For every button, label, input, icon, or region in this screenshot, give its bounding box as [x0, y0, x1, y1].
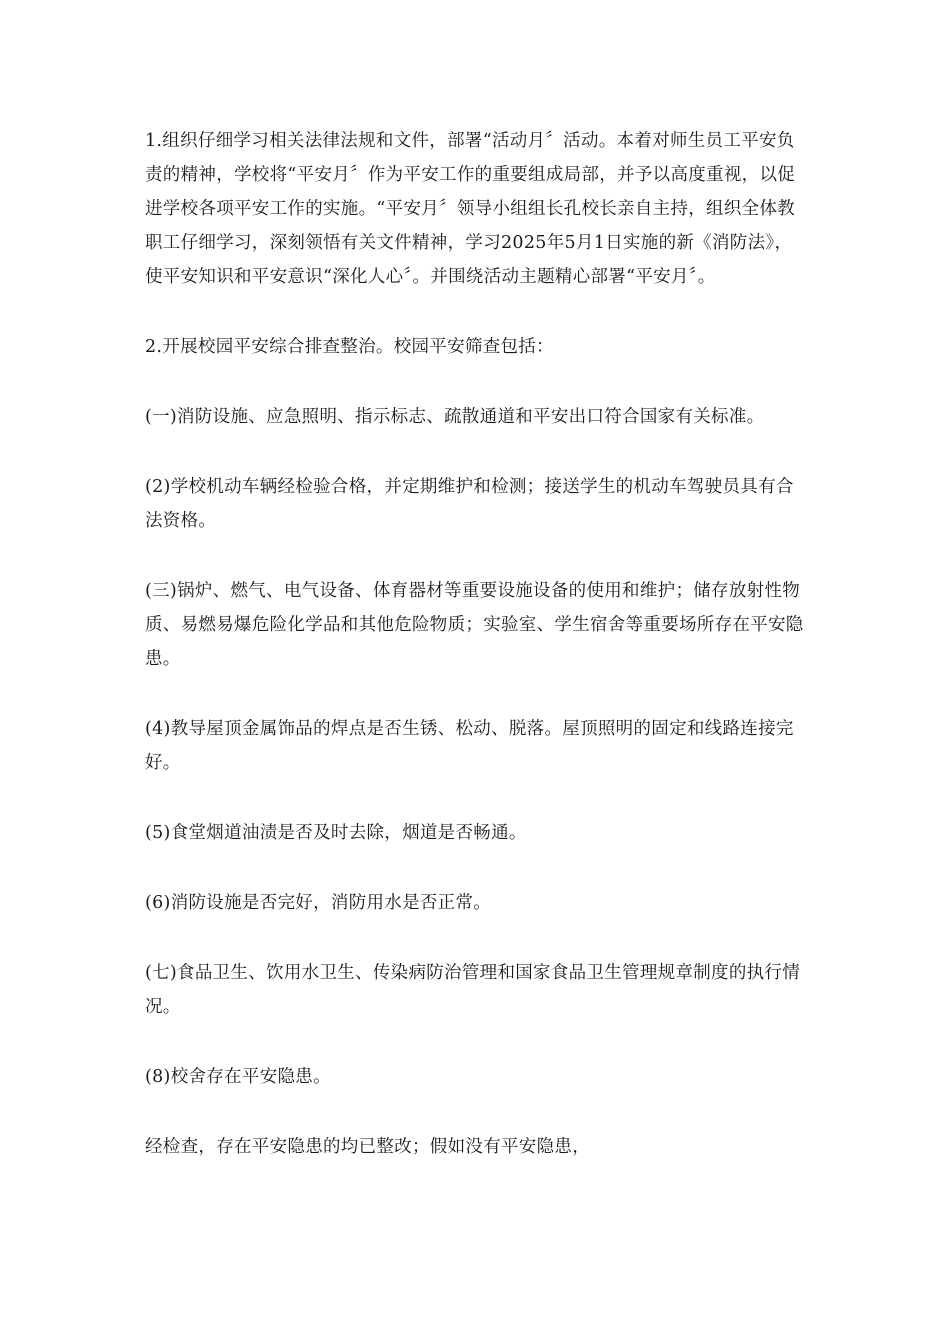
- paragraph-5: (三)锅炉、燃气、电气设备、体育器材等重要设施设备的使用和维护；储存放射性物质、易燃易爆危险化学品和其他危险物质；实验室、学生宿舍等重要场所存在平安隐患。: [145, 581, 804, 669]
- paragraph-9: (七)食品卫生、饮用水卫生、传染病防治管理和国家食品卫生管理规章制度的执行情况。: [145, 963, 801, 1017]
- paragraph-10: (8)校舍存在平安隐患。: [145, 1067, 331, 1087]
- paragraph-7: (5)食堂烟道油渍是否及时去除，烟道是否畅通。: [145, 823, 527, 843]
- paragraph-1: 1.组织仔细学习相关法律法规和文件，部署“活动月〞活动。本着对师生员工平安负责的精神，学校将“平安月〞作为平安工作的重要组成局部，并予以高度重视，以促进学校各项平安工作的实施。“平安月〞领导小组组长孔校长亲自主持，组织全体教职工仔细学习，深刻领悟有关文件精神，学习2025年5月1日实施的新《消防法》，使平安知识和平安意识“深化人心〞。并围绕活动主题精心部署“平安月〞。: [145, 131, 796, 287]
- document-body: [145, 124, 810, 1164]
- paragraph-3: (一)消防设施、应急照明、指示标志、疏散通道和平安出口符合国家有关标准。: [145, 407, 765, 427]
- paragraph-6: (4)教导屋顶金属饰品的焊点是否生锈、松动、脱落。屋顶照明的固定和线路连接完好。: [145, 719, 794, 773]
- paragraph-2: 2.开展校园平安综合排查整治。校园平安筛查包括：: [145, 337, 554, 357]
- paragraph-4: (2)学校机动车辆经检验合格，并定期维护和检测；接送学生的机动车驾驶员具有合法资格。: [145, 477, 794, 531]
- paragraph-11: 经检查，存在平安隐患的均已整改；假如没有平安隐患，: [145, 1137, 590, 1157]
- paragraph-8: (6)消防设施是否完好，消防用水是否正常。: [145, 893, 492, 913]
